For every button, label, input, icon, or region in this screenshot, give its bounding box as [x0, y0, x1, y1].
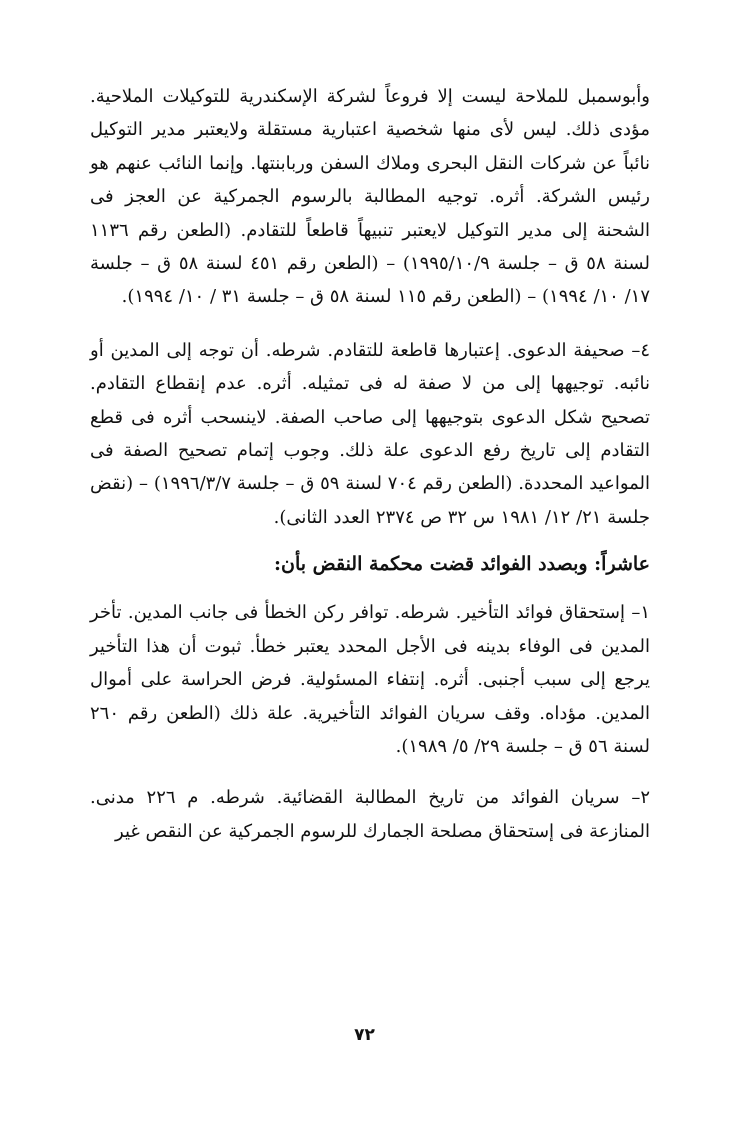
paragraph-delay-interest: ١– إستحقاق فوائد التأخير. شرطه. توافر ركن الخطأ فى جانب المدين. تأخر المدين فى الوفاء بدينه فى الأجل المحدد يعتبر خطأ. ثبوت أن هذا التأخير يرجع إلى سبب أجنبى. أثره. إنتفاء المسئولية. فرض الحراسة على أموال المدين. مؤداه. وقف سريان الفوائد التأخيرية. علة ذلك (الطعن رقم ٢٦٠ لسنة ٥٦ ق – جلسة ٢٩/ ٥/ ١٩٨٩). [90, 602, 650, 757]
page-body [90, 80, 650, 848]
page-number: ٧٢ [354, 1025, 375, 1045]
paragraph-customs-agency: وأبوسمبل للملاحة ليست إلا فروعاً لشركة الإسكندرية للتوكيلات الملاحية. مؤدى ذلك. ليس لأى منها شخصية اعتبارية مستقلة ولايعتبر مدير التوكيل نائباً عن شركات النقل البحرى وملاك السفن وربابنتها. وإنما النائب عنهم هو رئيس الشركة. أثره. توجيه المطالبة بالرسوم الجمركية عن العجز فى الشحنة إلى مدير التوكيل لايعتبر تنبيهاً قاطعاً للتقادم. (الطعن رقم ١١٣٦ لسنة ٥٨ ق – جلسة ١٩٩٥/١٠/٩) – (الطعن رقم ٤٥١ لسنة ٥٨ ق – جلسة ١٧/ ١٠/ ١٩٩٤) – (الطعن رقم ١١٥ لسنة ٥٨ ق – جلسة ٣١ / ١٠/ ١٩٩٤). [90, 86, 650, 308]
paragraph-statement-of-claim: ٤– صحيفة الدعوى. إعتبارها قاطعة للتقادم. شرطه. أن توجه إلى المدين أو نائبه. توجيهها إلى من لا صفة له فى تمثيله. أثره. عدم إنقطاع التقادم. تصحيح شكل الدعوى بتوجيهها إلى صاحب الصفة. لاينسحب أثره فى قطع التقادم إلى تاريخ رفع الدعوى علة ذلك. وجوب إتمام تصحيح الصفة فى المواعيد المحددة. (الطعن رقم ٧٠٤ لسنة ٥٩ ق – جلسة ١٩٩٦/٣/٧) – (نقض جلسة ٢١/ ١٢/ ١٩٨١ س ٣٢ ص ٢٣٧٤ العدد الثانى). [90, 339, 651, 528]
paragraph-interest-accrual: ٢– سريان الفوائد من تاريخ المطالبة القضائية. شرطه. م ٢٢٦ مدنى. المنازعة فى إستحقاق مصلحة الجمارك للرسوم الجمركية عن النقص غير [90, 787, 650, 842]
section-heading-interest: عاشراً: وبصدد الفوائد قضت محكمة النقض بأن: [274, 553, 650, 576]
